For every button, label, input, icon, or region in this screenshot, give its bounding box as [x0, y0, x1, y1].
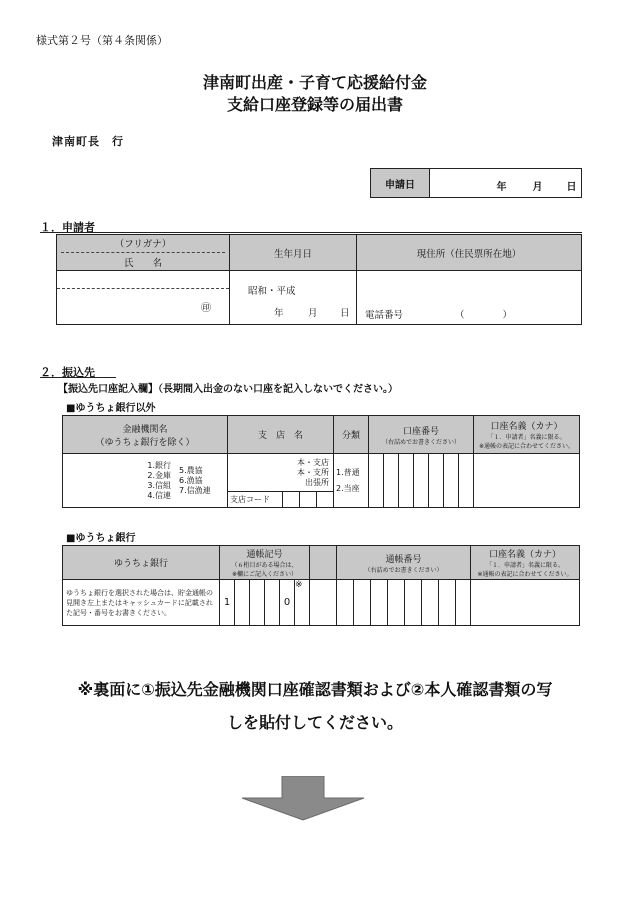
branch-code-digit-2[interactable] — [300, 492, 317, 508]
section2-heading: ２．振込先 — [40, 366, 95, 379]
holder-sublabel2: ※通帳の表記に合わせてください。 — [478, 443, 575, 450]
number-digit-5[interactable] — [405, 580, 422, 626]
account-type-2[interactable]: 2.当座 — [336, 483, 360, 493]
form-number: 様式第２号（第４条関係） — [36, 34, 168, 47]
yucho-holder-field[interactable] — [471, 580, 580, 626]
account-digit-2[interactable] — [384, 454, 399, 508]
account-type-1[interactable]: 1.普通 — [336, 467, 360, 477]
account-digit-4[interactable] — [414, 454, 429, 508]
address-field[interactable] — [357, 271, 582, 325]
number-digit-7[interactable] — [439, 580, 456, 626]
document-title-line1: 津南町出産・子育て応援給付金 — [202, 73, 427, 92]
symbol-digit-2[interactable] — [235, 580, 250, 626]
branch-code-label: 支店コード — [228, 492, 283, 508]
transfer-account-note: 【振込先口座記入欄】（長期間入出金のない口座を記入しないでください。） — [58, 384, 398, 395]
account-digit-6[interactable] — [444, 454, 459, 508]
account-digit-5[interactable] — [429, 454, 444, 508]
branch-type-3[interactable]: 出張所 — [305, 477, 329, 487]
other-banks-heading: ■ゆうちょ銀行以外 — [66, 403, 156, 414]
down-arrow-icon — [240, 776, 366, 822]
account-digit-1[interactable] — [369, 454, 384, 508]
number-sublabel: （右詰めでお書きください） — [364, 566, 443, 574]
phone-label: 電話番号 — [365, 310, 404, 321]
yucho-holder-sublabel1: 「１．申請者」名義に限る。 — [485, 562, 564, 569]
dob-day-label: 日 — [340, 308, 350, 319]
yucho-bank-header: ゆうちょ銀行 — [63, 546, 220, 580]
attachment-note-line1: ※裏面に①振込先金融機関口座確認書類および②本人確認書類の写 — [77, 680, 553, 699]
number-header — [337, 546, 471, 580]
bank-name-sublabel: （ゆうちょ銀行を除く） — [95, 437, 195, 448]
bank-type-1[interactable]: 1.銀行 — [147, 460, 171, 470]
seal-icon: ㊞ — [201, 303, 211, 314]
bank-type-7[interactable]: 7.信漁連 — [179, 485, 211, 495]
account-type-options[interactable] — [334, 454, 369, 508]
number-label: 通帳番号 — [385, 554, 422, 565]
number-digit-3[interactable] — [371, 580, 388, 626]
yucho-table — [62, 545, 580, 626]
account-digit-3[interactable] — [399, 454, 414, 508]
number-digit-4[interactable] — [388, 580, 405, 626]
bank-type-options-b[interactable] — [177, 454, 228, 508]
name-label: 氏 名 — [123, 258, 162, 269]
section1-divider — [40, 232, 582, 233]
number-digit-8[interactable] — [456, 580, 471, 626]
account-digit-7[interactable] — [459, 454, 474, 508]
symbol-sublabel1: （６桁目がある場合は、 — [231, 562, 298, 569]
address-header: 現住所（住民票所在地） — [357, 235, 582, 271]
bank-type-3[interactable]: 3.信組 — [147, 480, 171, 490]
dob-header: 生年月日 — [230, 235, 357, 271]
symbol-digit-5[interactable]: 0 — [280, 580, 295, 626]
bank-type-6[interactable]: 6.漁協 — [179, 475, 203, 485]
holder-label: 口座名義（カナ） — [490, 422, 563, 432]
symbol-extra-header — [310, 546, 337, 580]
bank-type-4[interactable]: 4.信連 — [147, 490, 171, 500]
date-month-label: 月 — [532, 181, 543, 193]
name-header — [57, 235, 230, 271]
symbol-header — [220, 546, 310, 580]
applicant-table — [56, 234, 582, 325]
symbol-digit-6[interactable]: ※ — [295, 580, 310, 626]
bank-type-2[interactable]: 2.金庫 — [147, 470, 171, 480]
furigana-label: （フリガナ） — [114, 239, 172, 250]
symbol-digit-4[interactable] — [265, 580, 280, 626]
addressee: 津南町長 行 — [52, 135, 124, 148]
branch-type-options[interactable] — [228, 454, 334, 492]
application-date-field[interactable] — [430, 169, 582, 198]
section2-divider — [40, 377, 116, 378]
date-year-label: 年 — [496, 181, 507, 193]
attachment-note-line2: しを貼付してください。 — [226, 713, 403, 732]
symbol-sublabel2: ※欄にご記入ください） — [231, 571, 298, 578]
section1-heading: １．申請者 — [40, 221, 95, 234]
bank-type-options-a[interactable] — [63, 454, 178, 508]
number-digit-2[interactable] — [354, 580, 371, 626]
name-field[interactable] — [57, 271, 230, 325]
holder-sublabel1: 「１．申請者」名義に限る。 — [487, 434, 566, 441]
branch-code-digit-3[interactable] — [317, 492, 334, 508]
yucho-instruction: ゆうちょ銀行を選択された場合は、貯金通帳の見開き左上またはキャッシュカードに記載された記号・番号をお書きください。 — [63, 580, 220, 626]
holder-field[interactable] — [474, 454, 580, 508]
bank-name-header — [63, 416, 228, 454]
other-banks-table — [62, 415, 580, 508]
yucho-holder-header — [471, 546, 580, 580]
dob-field[interactable] — [230, 271, 357, 325]
yucho-holder-label: 口座名義（カナ） — [488, 550, 561, 560]
symbol-digit-3[interactable] — [250, 580, 265, 626]
phone-paren: （ ） — [455, 310, 513, 321]
account-type-header: 分類 — [334, 416, 369, 454]
holder-header — [474, 416, 580, 454]
bank-type-5[interactable]: 5.農協 — [179, 465, 203, 475]
symbol-label: 通帳記号 — [246, 550, 283, 560]
symbol-digit-1[interactable]: 1 — [220, 580, 235, 626]
dob-month-label: 月 — [308, 308, 318, 319]
yucho-holder-sublabel2: ※通帳の表記に合わせてください。 — [477, 571, 573, 578]
yucho-heading: ■ゆうちょ銀行 — [66, 533, 136, 544]
application-date-label: 申請日 — [371, 169, 430, 198]
branch-type-1[interactable]: 本・支店 — [297, 457, 329, 467]
document-title-line2: 支給口座登録等の届出書 — [226, 95, 403, 114]
account-number-sublabel: （右詰めでお書きください） — [381, 438, 460, 446]
branch-header: 支 店 名 — [228, 416, 334, 454]
branch-code-digit-1[interactable] — [283, 492, 300, 508]
number-digit-6[interactable] — [422, 580, 439, 626]
branch-type-2[interactable]: 本・支所 — [297, 467, 329, 477]
symbol-extra-field[interactable] — [310, 580, 337, 626]
number-digit-1[interactable] — [337, 580, 354, 626]
dob-year-label: 年 — [274, 308, 284, 319]
account-number-header — [369, 416, 474, 454]
date-day-label: 日 — [566, 181, 577, 193]
era-label: 昭和・平成 — [248, 286, 296, 297]
bank-name-label: 金融機関名 — [122, 424, 168, 435]
application-date-box — [370, 168, 582, 198]
account-number-label: 口座番号 — [402, 426, 439, 437]
